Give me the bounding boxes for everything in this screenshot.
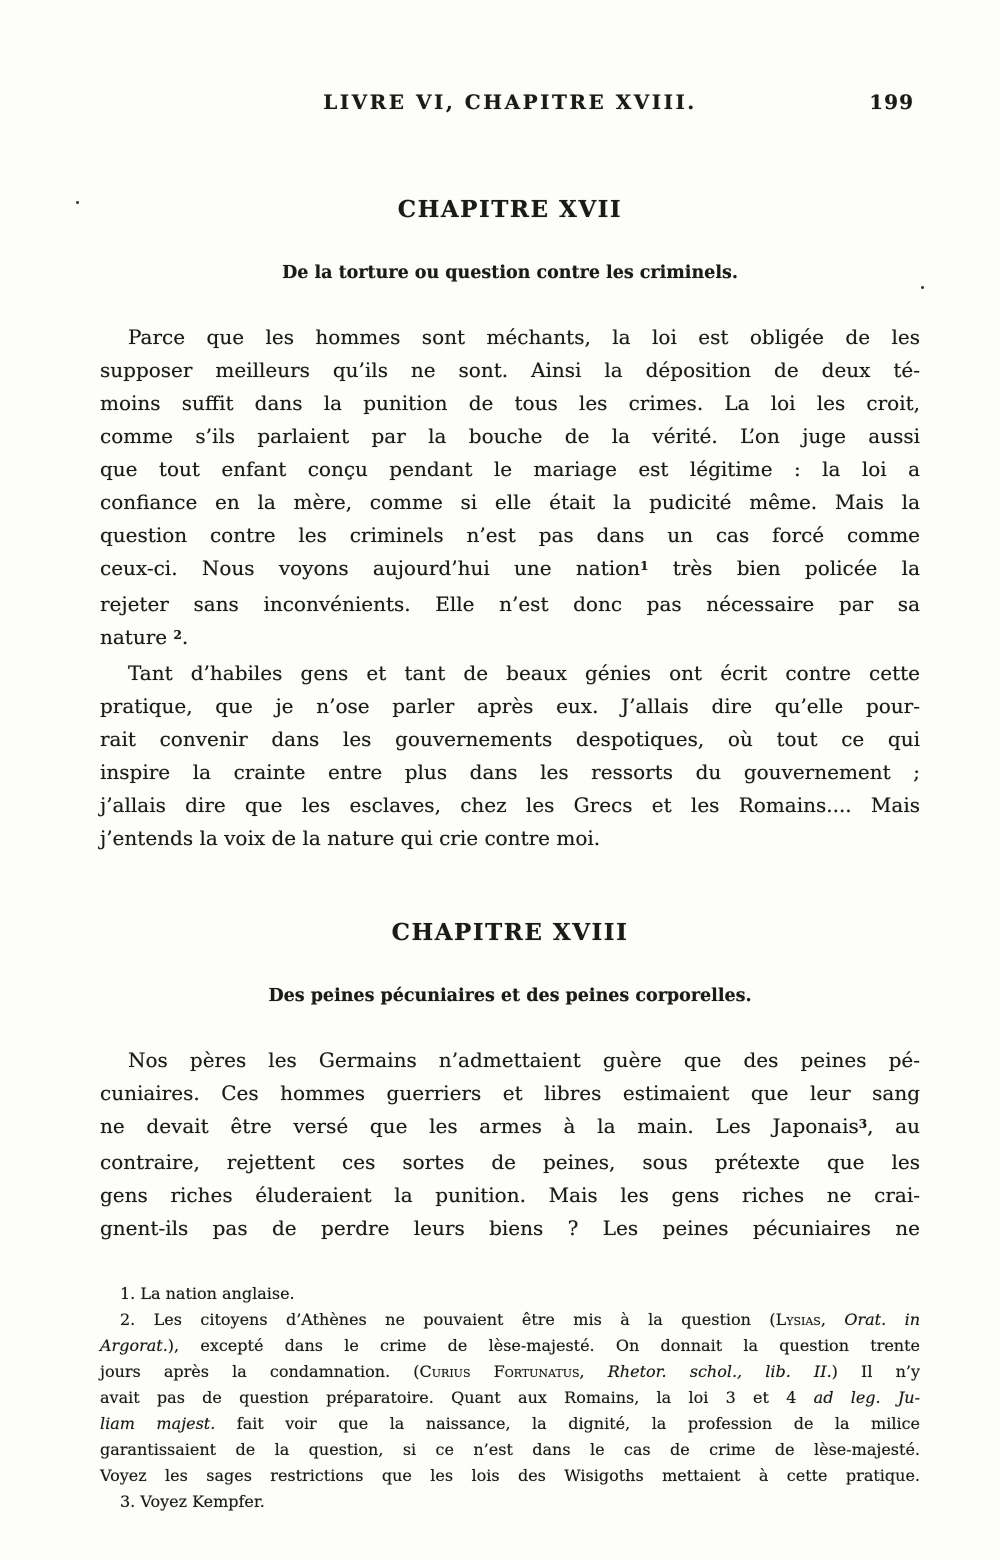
italic-text: Rhetor. schol., lib. II. — [607, 1362, 832, 1381]
text-line — [100, 387, 920, 420]
chapter-subtitle: Des peines pécuniaires et des peines corporelles. — [268, 986, 752, 1006]
text-line — [100, 822, 920, 855]
text-segment: Parce que les hommes sont méchants, la loi est obligée de les — [128, 325, 920, 349]
text-segment: j’entends la voix de la nature qui crie contre moi. — [100, 826, 601, 850]
smallcaps-name: Curius Fortunatus — [419, 1362, 580, 1381]
text-segment: 2. Les citoyens d’Athènes ne pouvaient être mis à la question ( — [120, 1310, 776, 1329]
text-line — [100, 1044, 920, 1077]
text-line — [100, 321, 920, 354]
text-segment: gens riches éluderaient la punition. Mais les gens riches ne crai- — [100, 1183, 920, 1207]
text-line — [100, 1179, 920, 1212]
text-line — [100, 552, 920, 588]
paragraph — [100, 1489, 920, 1515]
footnote-reference: 2 — [173, 627, 182, 642]
scan-speck — [76, 201, 79, 204]
text-line — [100, 1437, 920, 1463]
chapter-title: CHAPITRE XVII — [397, 196, 623, 223]
text-line — [100, 723, 920, 756]
text-segment: 1. La nation anglaise. — [120, 1284, 295, 1303]
text-line — [100, 657, 920, 690]
chapter-body — [100, 1044, 920, 1245]
text-segment: ceux-ci. Nous voyons aujourd’hui une nation — [100, 556, 641, 580]
text-line — [100, 453, 920, 486]
text-segment: j’allais dire que les esclaves, chez les Grecs et les Romains.... Mais — [100, 793, 920, 817]
chapter-subtitle: De la torture ou question contre les criminels. — [282, 263, 738, 283]
paragraph — [100, 321, 920, 657]
text-line — [100, 486, 920, 519]
text-segment: rait convenir dans les gouvernements despotiques, où tout ce qui — [100, 727, 920, 751]
text-line — [100, 1333, 920, 1359]
text-line — [100, 1110, 920, 1146]
text-line — [100, 1281, 920, 1307]
section-chapitre-xviii — [100, 919, 920, 1245]
running-header — [100, 90, 920, 114]
text-line — [100, 420, 920, 453]
smallcaps-name: Lysias — [775, 1310, 821, 1329]
text-segment: cuniaires. Ces hommes guerriers et libres estimaient que leur sang — [100, 1081, 920, 1105]
paragraph — [100, 1281, 920, 1307]
italic-text: liam majest. — [100, 1414, 216, 1433]
text-segment: avait pas de question préparatoire. Quant aux Romains, la loi 3 et 4 — [100, 1388, 814, 1407]
text-segment: jours après la condamnation. ( — [100, 1362, 420, 1381]
text-line — [100, 621, 920, 657]
text-segment: moins suffit dans la punition de tous les crimes. La loi les croit, — [100, 391, 920, 415]
text-line — [100, 519, 920, 552]
text-segment: inspire la crainte entre plus dans les ressorts du gouvernement ; — [100, 760, 920, 784]
text-line — [100, 1411, 920, 1437]
text-segment: rejeter sans inconvénients. Elle n’est donc pas nécessaire par sa — [100, 592, 920, 616]
italic-text: Orat. in — [844, 1310, 920, 1329]
text-segment: nature — [100, 625, 174, 649]
text-segment: Voyez les sages restrictions que les lois des Wisigoths mettaient à cette pratique. — [100, 1466, 920, 1485]
text-segment: question contre les criminels n’est pas dans un cas forcé comme — [100, 523, 920, 547]
text-line — [100, 1307, 920, 1333]
text-line — [100, 354, 920, 387]
scan-speck — [921, 286, 924, 289]
text-line — [100, 789, 920, 822]
footnote-reference: 1 — [640, 558, 649, 573]
text-segment: que tout enfant conçu pendant le mariage est légitime : la loi a — [100, 457, 920, 481]
text-line — [100, 1212, 920, 1245]
text-segment: ), excepté dans le crime de lèse-majesté. On donnait la question trente — [167, 1336, 920, 1355]
text-segment: supposer meilleurs qu’ils ne sont. Ainsi la déposition de deux té- — [100, 358, 920, 382]
text-segment: confiance en la mère, comme si elle était la pudicité même. Mais la — [100, 490, 920, 514]
text-line — [100, 1146, 920, 1179]
text-segment: ne devait être versé que les armes à la main. Les Japonais — [100, 1114, 859, 1138]
running-title: LIVRE VI, CHAPITRE XVIII. — [323, 90, 697, 114]
text-segment: très bien policée la — [648, 556, 921, 580]
text-segment: contraire, rejettent ces sortes de peines, sous prétexte que les — [100, 1150, 920, 1174]
footnote-reference: 3 — [858, 1116, 868, 1131]
text-line — [100, 690, 920, 723]
text-line — [100, 1385, 920, 1411]
text-line — [100, 1359, 920, 1385]
text-segment: ) Il n’y — [831, 1362, 921, 1381]
italic-text: Argorat. — [100, 1336, 168, 1355]
italic-text: ad leg. Ju- — [813, 1388, 921, 1407]
text-segment: . — [181, 625, 189, 649]
text-line — [100, 588, 920, 621]
paragraph — [100, 657, 920, 855]
text-segment: 3. Voyez Kempfer. — [120, 1492, 265, 1511]
text-segment: , au — [867, 1114, 920, 1138]
text-line — [100, 1463, 920, 1489]
text-segment: comme s’ils parlaient par la bouche de la vérité. L’on juge aussi — [100, 424, 920, 448]
text-segment: Nos pères les Germains n’admettaient guère que des peines pé- — [128, 1048, 920, 1072]
paragraph — [100, 1044, 920, 1245]
text-line — [100, 1489, 920, 1515]
text-segment: gnent-ils pas de perdre leurs biens ? Les peines pécuniaires ne — [100, 1216, 920, 1240]
text-line — [100, 1077, 920, 1110]
text-segment: garantissaient de la question, si ce n’est dans le cas de crime de lèse-majesté. — [100, 1440, 920, 1459]
text-segment: fait voir que la naissance, la dignité, la profession de la milice — [215, 1414, 920, 1433]
text-line — [100, 756, 920, 789]
text-segment: Tant d’habiles gens et tant de beaux génies ont écrit contre cette — [128, 661, 920, 685]
chapter-title: CHAPITRE XVIII — [391, 919, 629, 946]
chapter-body — [100, 321, 920, 855]
section-chapitre-xvii — [100, 196, 920, 855]
paragraph — [100, 1307, 920, 1489]
text-segment: pratique, que je n’ose parler après eux. J’allais dire qu’elle pour- — [100, 694, 920, 718]
text-segment: , — [579, 1362, 608, 1381]
text-segment: , — [820, 1310, 845, 1329]
page-number: 199 — [869, 90, 914, 114]
footnotes-block — [100, 1281, 920, 1515]
